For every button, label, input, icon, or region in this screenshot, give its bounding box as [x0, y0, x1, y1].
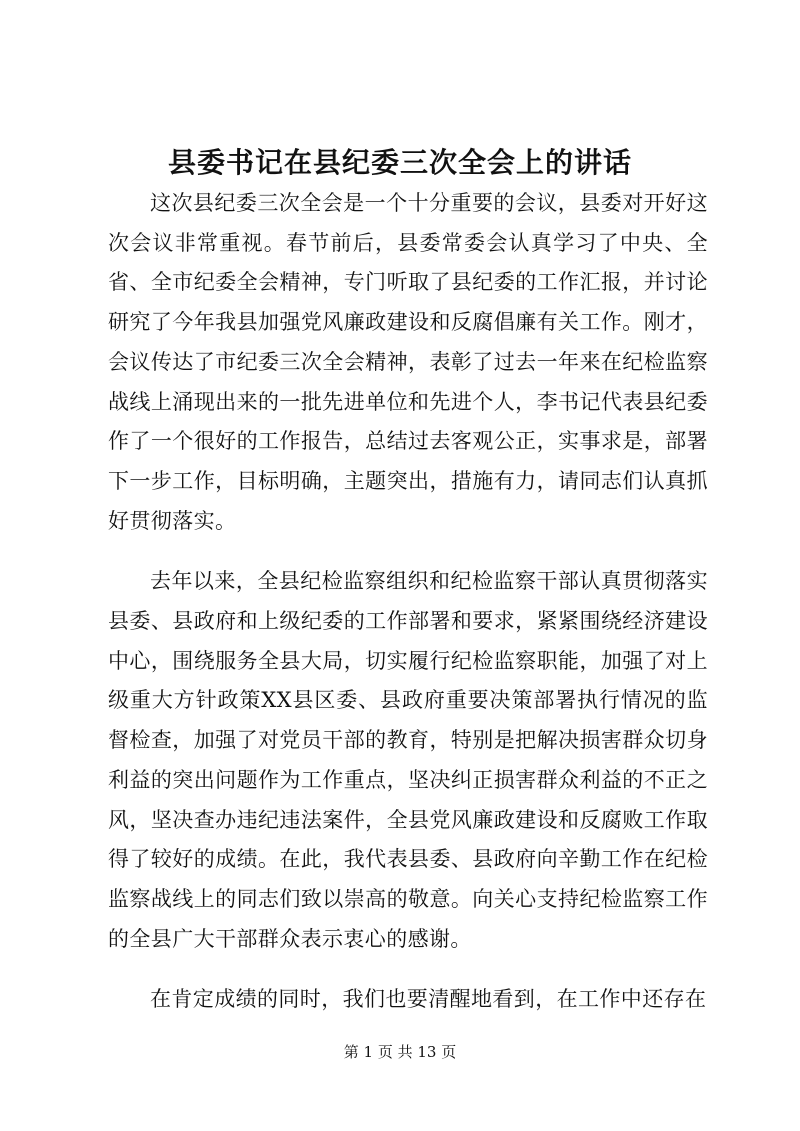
- page-number-footer: 第 1 页 共 13 页: [343, 1043, 457, 1061]
- paragraph: 在肯定成绩的同时，我们也要清醒地看到，在工作中还存在: [150, 987, 707, 1012]
- document-body: [108, 184, 708, 1020]
- paragraph: 这次县纪委三次全会是一个十分重要的会议，县委对开好这次会议非常重视。春节前后，县委常委会认真学习了中央、全省、全市纪委全会精神，专门听取了县纪委的工作汇报，并讨论研究了今年我县加强党风廉政建设和反腐倡廉有关工作。刚才，会议传达了市纪委三次全会精神，表彰了过去一年来在纪检监察战线上涌现出来的一批先进单位和先进个人，李书记代表县纪委作了一个很好的工作报告，总结过去客观公正，实事求是，部署下一步工作，目标明确，主题突出，措施有力，请同志们认真抓好贯彻落实。: [108, 191, 708, 533]
- document-title: 县委书记在县纪委三次全会上的讲话: [167, 146, 632, 179]
- paragraph-spacer: [108, 959, 708, 980]
- paragraph: 去年以来，全县纪检监察组织和纪检监察干部认真贯彻落实县委、县政府和上级纪委的工作部署和要求，紧紧围绕经济建设中心，围绕服务全县大局，切实履行纪检监察职能，加强了对上级重大方针政策XX县区委、县政府重要决策部署执行情况的监督检查，加强了对党员干部的教育，特别是把解决损害群众切身利益的突出问题作为工作重点，坚决纠正损害群众利益的不正之风，坚决查办违纪违法案件，全县党风廉政建设和反腐败工作取得了较好的成绩。在此，我代表县委、县政府向辛勤工作在纪检监察战线上的同志们致以崇高的敬意。向关心支持纪检监察工作的全县广大干部群众表示衷心的感谢。: [108, 569, 708, 951]
- paragraph-spacer: [108, 541, 708, 562]
